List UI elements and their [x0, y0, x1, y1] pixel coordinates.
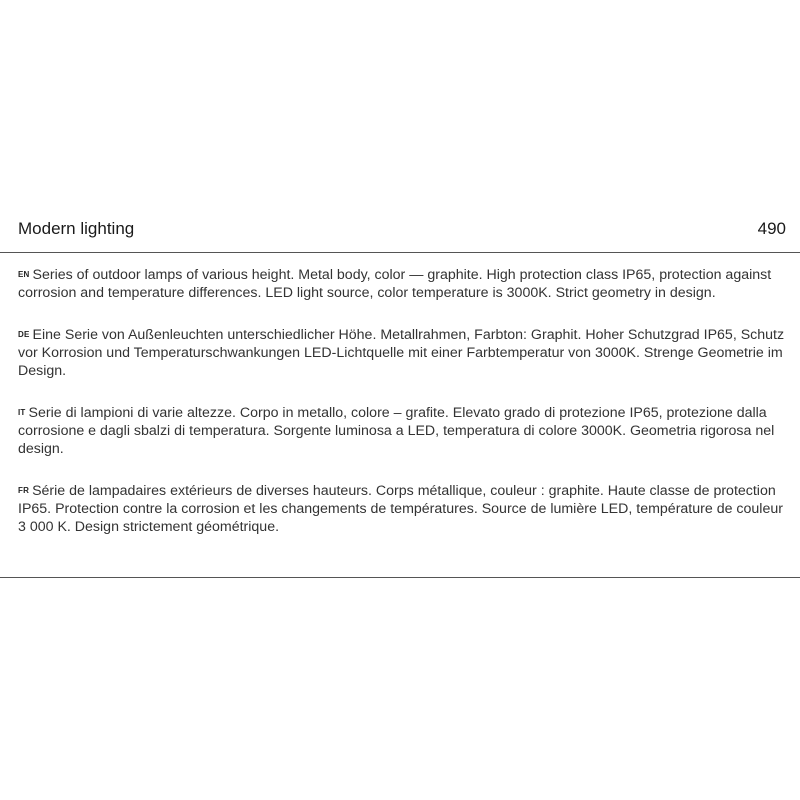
description-en [18, 266, 788, 302]
description-list [18, 266, 788, 536]
bottom-divider [0, 577, 800, 578]
top-divider [0, 252, 800, 253]
page-header [18, 217, 786, 243]
description-text-fr: Série de lampadaires extérieurs de diverses hauteurs. Corps métallique, couleur : graphite. Haute classe de protection IP65. Protection contre la corrosion et les changements de températures. Source de lumière LED, température de couleur 3 000 K. Design strictement géométrique. [18, 483, 783, 535]
language-code-en: EN [18, 270, 30, 279]
description-text-en: Series of outdoor lamps of various height. Metal body, color — graphite. High protection class IP65, protection against corrosion and temperature differences. LED light source, color temperature is 3000K. Strict geometry in design. [18, 267, 772, 301]
section-title: Modern lighting [18, 219, 135, 238]
language-code-it: IT [18, 408, 26, 417]
description-de [18, 326, 788, 380]
page-number: 490 [757, 219, 786, 238]
description-text-it: Serie di lampioni di varie altezze. Corpo in metallo, colore – grafite. Elevato grado di protezione IP65, protezione dalla corrosione e dagli sbalzi di temperatura. Sorgente luminosa a LED, temperatura di colore 3000K. Geometria rigorosa nel design. [18, 405, 775, 457]
description-it [18, 404, 788, 458]
language-code-de: DE [18, 330, 30, 339]
description-text-de: Eine Serie von Außenleuchten unterschiedlicher Höhe. Metallrahmen, Farbton: Graphit. Hoher Schutzgrad IP65, Schutz vor Korrosion und Temperaturschwankungen LED-Lichtquelle mit einer Farbtemperatur von 3000K. Strenge Geometrie im Design. [18, 327, 785, 379]
description-fr [18, 482, 788, 536]
language-code-fr: FR [18, 486, 30, 495]
